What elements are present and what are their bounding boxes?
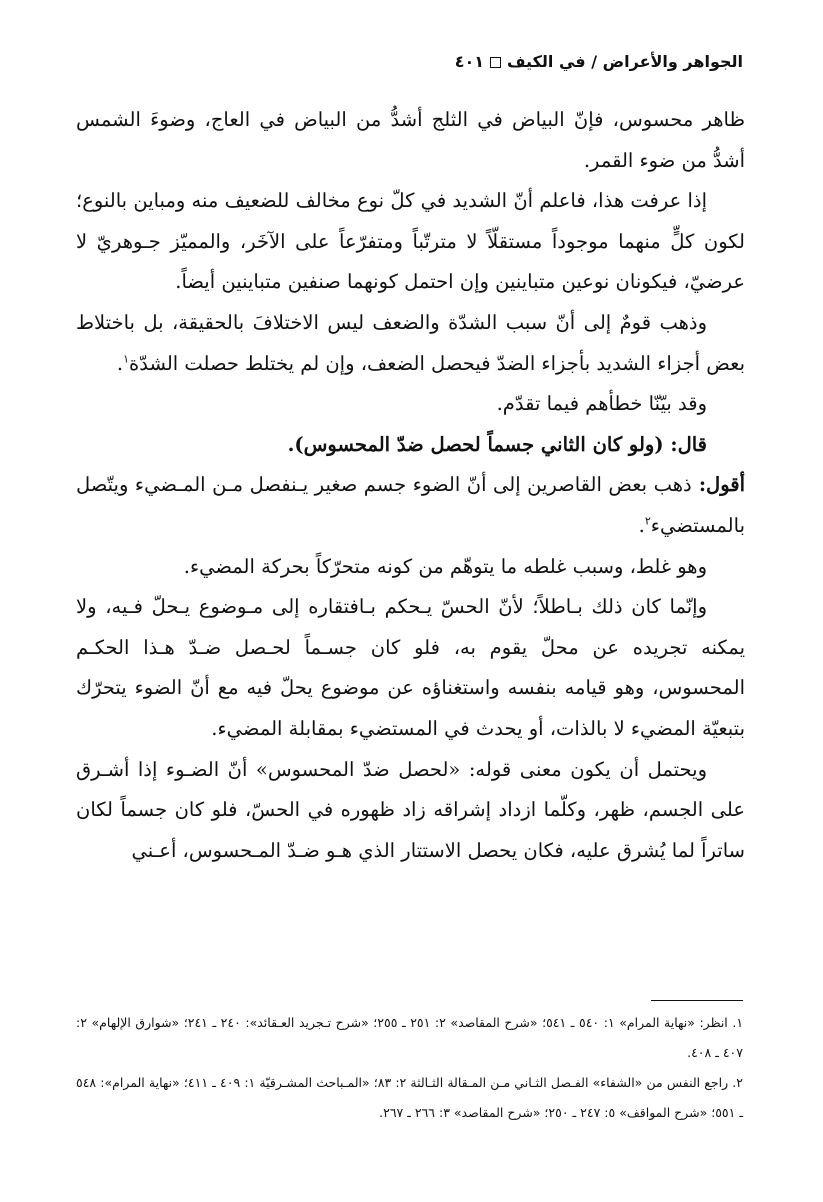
footnote: ٢. راجع النفس من «الشفاء» الفـصل الثـاني مـن المـقالة الثـالثة ٢: ٨٣؛ «المـباحث المشـرقيّة ١: ٤٠٩ ـ ٤١١؛ «نهاية المرام»: ٥٤٨ ـ ٥٥١؛ «شرح المواقف» ٥: ٢٤٧ ـ ٢٥٠؛ «شرح المقاصد» ٣: ٢٦٦ ـ ٢٦٧. xyxy=(76,1075,744,1120)
paragraph-text: إذا عرفت هذا، فاعلم أنّ الشديد في كلّ نوع مخالف للضعيف منه ومباين بالنوع؛ لكون كلٍّ منهما موجوداً مستقلّاً لا مترتّباً ومتفرّعاً على الآخَر، والمميّز جـوهريّ لا عرضيّ، فيكونان نوعين متباينين وإن احتمل كونهما صنفين متباينين أيضاً. xyxy=(76,189,745,294)
paragraph xyxy=(76,181,745,303)
paragraph xyxy=(76,750,745,872)
paragraph-text: . xyxy=(116,351,124,375)
paragraph-text: ذهب بعض القاصرين إلى أنّ الضوء جسم صغير يـنفصل مـن المـضيء ويتّصل بالمستضيء xyxy=(76,473,745,537)
paragraph-text: وإنّما كان ذلك بـاطلاً؛ لأنّ الحسّ يـحكم بـافتقاره إلى مـوضوع يـحلّ فـيه، ولا يمكنه تجريده عن محلّ يقوم به، فلو كان جسـماً لحـصل ضـدّ هـذا الحكـم المحسوس، وهو قيامه بنفسه واستغناؤه عن موضوع يحلّ فيه مع أنّ الضوء يتحرّك بتبعيّة المضيء لا بالذات، أو يحدث في المستضيء بمقابلة المضيء. xyxy=(76,595,745,740)
main-text xyxy=(76,100,745,871)
paragraph-text: . xyxy=(638,513,645,537)
paragraph-text: وقد بيّنّا خطأهم فيما تقدّم. xyxy=(496,392,707,416)
footnote: ١. انظر: «نهاية المرام» ١: ٥٤٠ ـ ٥٤١؛ «شرح المقاصد» ٢: ٢٥١ ـ ٢٥٥؛ «شرح تـجريد العـقائد»: ٢٤٠ ـ ٢٤١؛ «شوارق الإلهام» ٢: ٤٠٧ ـ ٤٠٨. xyxy=(76,1015,744,1060)
paragraph xyxy=(76,100,745,181)
bold-text: أقول: xyxy=(691,473,746,497)
paragraph-text: ويحتمل أن يكون معنى قوله: «لحصل ضدّ المحسوس» أنّ الضـوء إذا أشـرق على الجسم، ظهر، وكلّما ازداد إشراقه زاد ظهوره في الحسّ، فلو كان جسماً لكان ساتراً لما يُشرق عليه، فكان يحصل الاستتار الذي هـو ضـدّ المـحسوس، أعـني xyxy=(76,757,745,862)
footnote-marker: ١ xyxy=(123,352,129,366)
header-title: الجواهر والأعراض / في الكيف xyxy=(507,52,743,71)
paragraph-text: وذهب قومٌ إلى أنّ سبب الشدّة والضعف ليس الاختلافَ بالحقيقة، بل باختلاط بعض أجزاء الشديد بأجزاء الضدّ فيحصل الضعف، وإن لم يختلط حصلت الشدّة xyxy=(76,310,745,375)
running-header xyxy=(80,52,743,82)
bold-text: (ولو كان الثاني جسماً لحصل ضدّ المحسوس). xyxy=(287,432,664,456)
footnotes xyxy=(76,1008,743,1128)
paragraph-text: وهو غلط، وسبب غلطه ما يتوهّم من كونه متحرّكاً بحركة المضيء. xyxy=(183,554,707,578)
paragraph xyxy=(76,425,745,466)
header-title-line xyxy=(455,52,743,71)
paragraph-text: ظاهر محسوس، فإنّ البياض في الثلج أشدُّ من البياض في العاج، وضوءَ الشمس أشدُّ من ضوء القمر. xyxy=(76,108,745,172)
page-number: ٤٠١ xyxy=(454,52,484,71)
paragraph xyxy=(76,587,745,749)
paragraph xyxy=(76,384,745,425)
footnote-rule xyxy=(651,1000,743,1001)
footnote-marker: ٢ xyxy=(644,514,651,528)
bold-text: قال: xyxy=(663,432,707,456)
square-separator-icon xyxy=(490,57,501,68)
paragraph xyxy=(76,547,745,588)
paragraph xyxy=(76,465,745,546)
paragraph xyxy=(76,303,745,384)
